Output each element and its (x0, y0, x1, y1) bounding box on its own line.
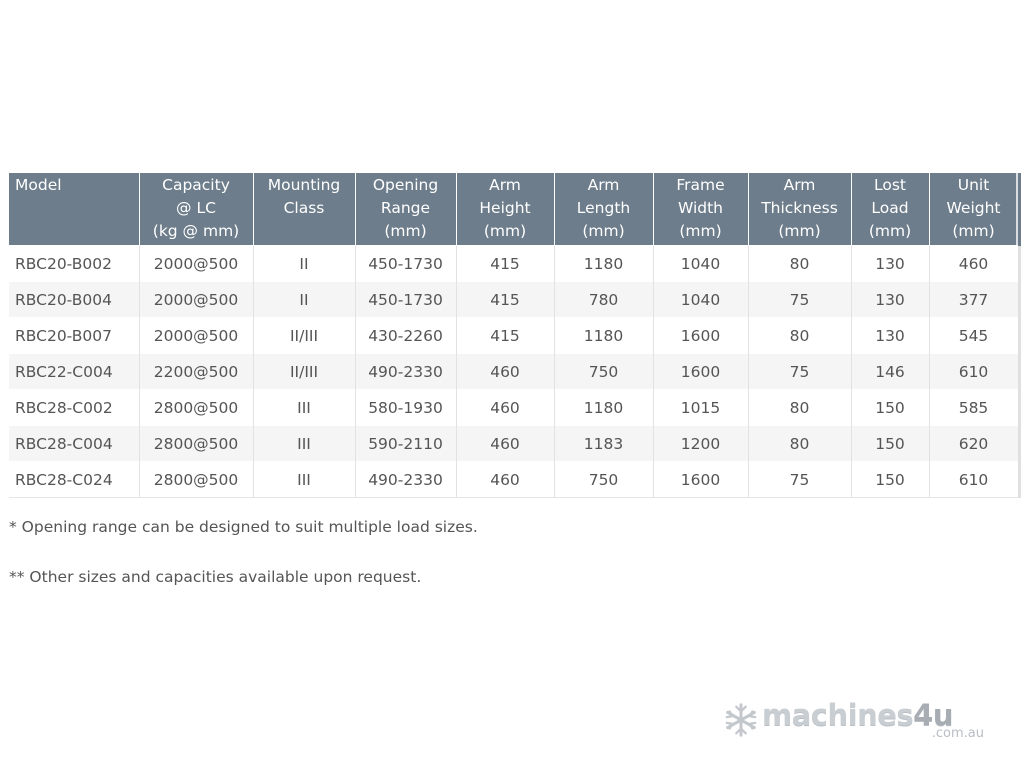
logo-domain: .com.au (931, 726, 984, 741)
model-cell: RBC28-C024 (9, 462, 139, 498)
column-header-line: (mm) (582, 222, 625, 240)
logo-brand-main: machines (762, 698, 914, 732)
table-cell: 130 (851, 318, 929, 354)
table-cell: 2000@500 (139, 282, 253, 318)
table-cell: 2800@500 (139, 426, 253, 462)
table-cell: 75 (748, 354, 851, 390)
specifications-table (9, 173, 1021, 498)
column-header-line: Unit (957, 176, 990, 194)
table-cell: 460 (456, 354, 554, 390)
column-header-line: Height (479, 199, 531, 217)
column-header-line: Opening (372, 176, 439, 194)
column-header (851, 173, 929, 246)
table-cell: 415 (456, 282, 554, 318)
table-cell: 460 (929, 246, 1019, 282)
table-cell: 460 (456, 462, 554, 498)
column-header-line: Mounting (267, 176, 341, 194)
table-cell: 415 (456, 246, 554, 282)
table-cell: 1183 (554, 426, 653, 462)
table-cell: 460 (456, 390, 554, 426)
logo-wordmark (762, 698, 953, 732)
column-header-line: Capacity (162, 176, 230, 194)
table-cell: 150 (851, 426, 929, 462)
table-cell: 1180 (554, 318, 653, 354)
column-header-line: Frame (676, 176, 725, 194)
table-cell: 1600 (653, 462, 748, 498)
column-header (139, 173, 253, 246)
column-header (355, 173, 456, 246)
table-row (9, 462, 1019, 498)
column-header-line: @ LC (176, 199, 216, 217)
model-cell: RBC22-C004 (9, 354, 139, 390)
table-cell: 490-2330 (355, 354, 456, 390)
table-cell: 150 (851, 390, 929, 426)
machines4u-watermark-logo (722, 700, 992, 744)
table-cell: 490-2330 (355, 462, 456, 498)
column-header-line: (mm) (384, 222, 427, 240)
table-row (9, 390, 1019, 426)
table-cell: 80 (748, 246, 851, 282)
table-cell: 80 (748, 318, 851, 354)
column-header-line: Weight (946, 199, 1001, 217)
column-header-line: (mm) (868, 222, 912, 240)
table-cell: 450-1730 (355, 282, 456, 318)
column-header-line: Load (871, 199, 909, 217)
model-cell: RBC28-C004 (9, 426, 139, 462)
table-cell: 75 (748, 462, 851, 498)
table-cell: 80 (748, 390, 851, 426)
table-cell: 610 (929, 462, 1019, 498)
table-cell: 1200 (653, 426, 748, 462)
footnote-opening-range: * Opening range can be designed to suit multiple load sizes. (9, 518, 478, 536)
table-cell: 580-1930 (355, 390, 456, 426)
table-row (9, 282, 1019, 318)
column-header-line: Width (677, 199, 724, 217)
table-body (9, 246, 1019, 498)
table-cell: 610 (929, 354, 1019, 390)
snowflake-star-icon (722, 700, 760, 740)
table-cell: II (253, 282, 355, 318)
column-header (748, 173, 851, 246)
table-row (9, 354, 1019, 390)
table-cell: 430-2260 (355, 318, 456, 354)
column-header (653, 173, 748, 246)
table-cell: 2200@500 (139, 354, 253, 390)
footnote-other-sizes: ** Other sizes and capacities available upon request. (9, 568, 422, 586)
column-header-line: Arm (587, 176, 620, 194)
table-cell: 130 (851, 246, 929, 282)
table-cell: 1180 (554, 390, 653, 426)
table-header-row (9, 173, 1019, 246)
table-cell: 377 (929, 282, 1019, 318)
table-cell: III (253, 462, 355, 498)
table-cell: III (253, 390, 355, 426)
table-row (9, 426, 1019, 462)
table-cell: 415 (456, 318, 554, 354)
table-cell: 2000@500 (139, 318, 253, 354)
table-cell: 150 (851, 462, 929, 498)
column-header-line: (mm) (778, 222, 821, 240)
column-header-line: Model (15, 176, 62, 194)
table-cell: 750 (554, 354, 653, 390)
table-cell: 1180 (554, 246, 653, 282)
table-cell: 450-1730 (355, 246, 456, 282)
model-cell: RBC20-B007 (9, 318, 139, 354)
column-header-line: Lost (874, 176, 906, 194)
column-header-line: (mm) (952, 222, 995, 240)
table-cell: 75 (748, 282, 851, 318)
column-header (929, 173, 1019, 246)
table-cell: 1600 (653, 318, 748, 354)
table-cell: 750 (554, 462, 653, 498)
table-cell: 1040 (653, 282, 748, 318)
table-cell: 146 (851, 354, 929, 390)
table-cell: 780 (554, 282, 653, 318)
table-cell: II/III (253, 318, 355, 354)
table-row (9, 318, 1019, 354)
table-cell: 80 (748, 426, 851, 462)
table-cell: 2800@500 (139, 390, 253, 426)
table-cell: 1600 (653, 354, 748, 390)
model-cell: RBC20-B002 (9, 246, 139, 282)
model-cell: RBC20-B004 (9, 282, 139, 318)
table-cell: 2000@500 (139, 246, 253, 282)
column-header-line: Range (380, 199, 431, 217)
table-cell: 460 (456, 426, 554, 462)
table-cell: III (253, 426, 355, 462)
table-cell: 590-2110 (355, 426, 456, 462)
column-header-line: Thickness (761, 199, 838, 217)
table-cell: 130 (851, 282, 929, 318)
model-cell: RBC28-C002 (9, 390, 139, 426)
logo-brand-accent: 4u (913, 698, 953, 732)
column-header (456, 173, 554, 246)
table-cell: 620 (929, 426, 1019, 462)
table-cell: 585 (929, 390, 1019, 426)
column-header (9, 173, 139, 246)
column-header-line: Arm (489, 176, 521, 194)
column-header-line: Length (576, 199, 631, 217)
column-header-line: (kg @ mm) (152, 222, 240, 240)
column-header-line: Arm (783, 176, 816, 194)
table-cell: 1015 (653, 390, 748, 426)
column-header (554, 173, 653, 246)
table-cell: 2800@500 (139, 462, 253, 498)
column-header-line: Class (283, 199, 325, 217)
column-header-line: (mm) (483, 222, 527, 240)
table-cell: 545 (929, 318, 1019, 354)
table-cell: 1040 (653, 246, 748, 282)
column-header-line: (mm) (679, 222, 722, 240)
table-cell: II (253, 246, 355, 282)
table-cell: II/III (253, 354, 355, 390)
table-row (9, 246, 1019, 282)
column-header (253, 173, 355, 246)
